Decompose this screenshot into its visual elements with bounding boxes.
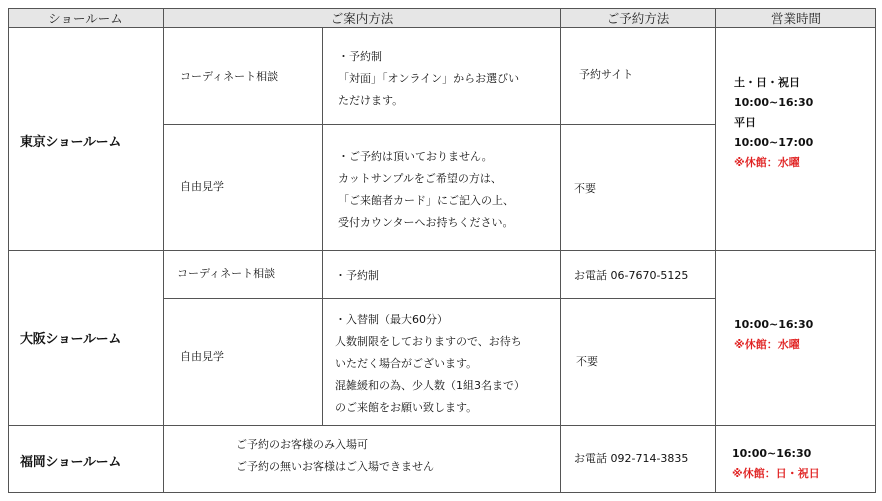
detail-line: カットサンプルをご希望の方は、 bbox=[338, 172, 502, 185]
showroom-name-osaka: 大阪ショールーム bbox=[20, 332, 122, 347]
hours-line: 10:00~16:30 bbox=[734, 96, 814, 109]
hours-line: 10:00~16:30 bbox=[732, 447, 812, 460]
detail-line: ・入替制（最大60分） bbox=[335, 313, 448, 326]
closed-day: ※休館：水曜 bbox=[734, 156, 800, 169]
reserve-method: 予約サイト bbox=[579, 68, 634, 81]
guide-detail bbox=[338, 146, 514, 234]
hours-line: 10:00~17:00 bbox=[734, 136, 814, 149]
detail-line: ・予約制 bbox=[338, 50, 382, 63]
guide-detail bbox=[335, 309, 525, 419]
divider bbox=[164, 124, 715, 125]
hours-line: 土・日・祝日 bbox=[734, 76, 800, 89]
divider bbox=[8, 425, 876, 426]
detail-line: 受付カウンターへお持ちください。 bbox=[338, 216, 514, 229]
detail-line: ・ご予約は頂いておりません。 bbox=[338, 150, 493, 163]
divider bbox=[8, 27, 876, 28]
closed-day: ※休館：日・祝日 bbox=[732, 467, 820, 480]
business-hours bbox=[732, 444, 820, 484]
divider bbox=[163, 8, 164, 493]
divider bbox=[875, 8, 876, 493]
reserve-method: 不要 bbox=[576, 355, 598, 368]
detail-line: のご来館をお願い致します。 bbox=[335, 401, 478, 414]
header-hours: 営業時間 bbox=[770, 11, 821, 26]
guide-detail bbox=[338, 46, 519, 112]
guide-type-free-visit: 自由見学 bbox=[180, 350, 224, 363]
header-reserve: ご予約方法 bbox=[606, 11, 670, 26]
guide-detail bbox=[335, 265, 379, 287]
detail-line: いただく場合がございます。 bbox=[335, 357, 478, 370]
divider bbox=[560, 8, 561, 493]
showroom-name-fukuoka: 福岡ショールーム bbox=[20, 455, 122, 470]
header-guide: ご案内方法 bbox=[330, 11, 394, 26]
reserve-method: お電話 092-714-3835 bbox=[574, 452, 689, 465]
detail-line: ・予約制 bbox=[335, 269, 379, 282]
guide-type-coordinate: コーディネート相談 bbox=[180, 70, 279, 83]
divider bbox=[164, 298, 715, 299]
closed-day: ※休館：水曜 bbox=[734, 338, 800, 351]
showroom-name-tokyo: 東京ショールーム bbox=[20, 135, 122, 150]
detail-line: ご予約の無いお客様はご入場できません bbox=[236, 460, 434, 473]
detail-line: 「ご来館者カード」にご記入の上、 bbox=[338, 194, 514, 207]
divider bbox=[8, 250, 876, 251]
divider bbox=[322, 27, 323, 425]
detail-line: 人数制限をしておりますので、お待ち bbox=[335, 335, 522, 348]
divider bbox=[715, 8, 716, 493]
reserve-method: 不要 bbox=[574, 182, 596, 195]
hours-line: 10:00~16:30 bbox=[734, 318, 814, 331]
business-hours bbox=[734, 73, 813, 173]
hours-line: 平日 bbox=[734, 116, 756, 129]
guide-type-coordinate: コーディネート相談 bbox=[177, 267, 276, 280]
detail-line: 混雑緩和の為、少人数（1組3名まで） bbox=[335, 379, 525, 392]
header-showroom: ショールーム bbox=[48, 11, 123, 26]
divider bbox=[8, 8, 876, 9]
divider bbox=[8, 8, 9, 493]
detail-line: ただけます。 bbox=[338, 94, 404, 107]
guide-detail bbox=[236, 434, 434, 478]
business-hours bbox=[734, 315, 813, 355]
detail-line: 「対面」「オンライン」からお選びい bbox=[338, 72, 520, 85]
guide-type-free-visit: 自由見学 bbox=[180, 180, 224, 193]
reserve-method: お電話 06-7670-5125 bbox=[574, 269, 689, 282]
detail-line: ご予約のお客様のみ入場可 bbox=[236, 438, 368, 451]
divider bbox=[8, 492, 876, 493]
